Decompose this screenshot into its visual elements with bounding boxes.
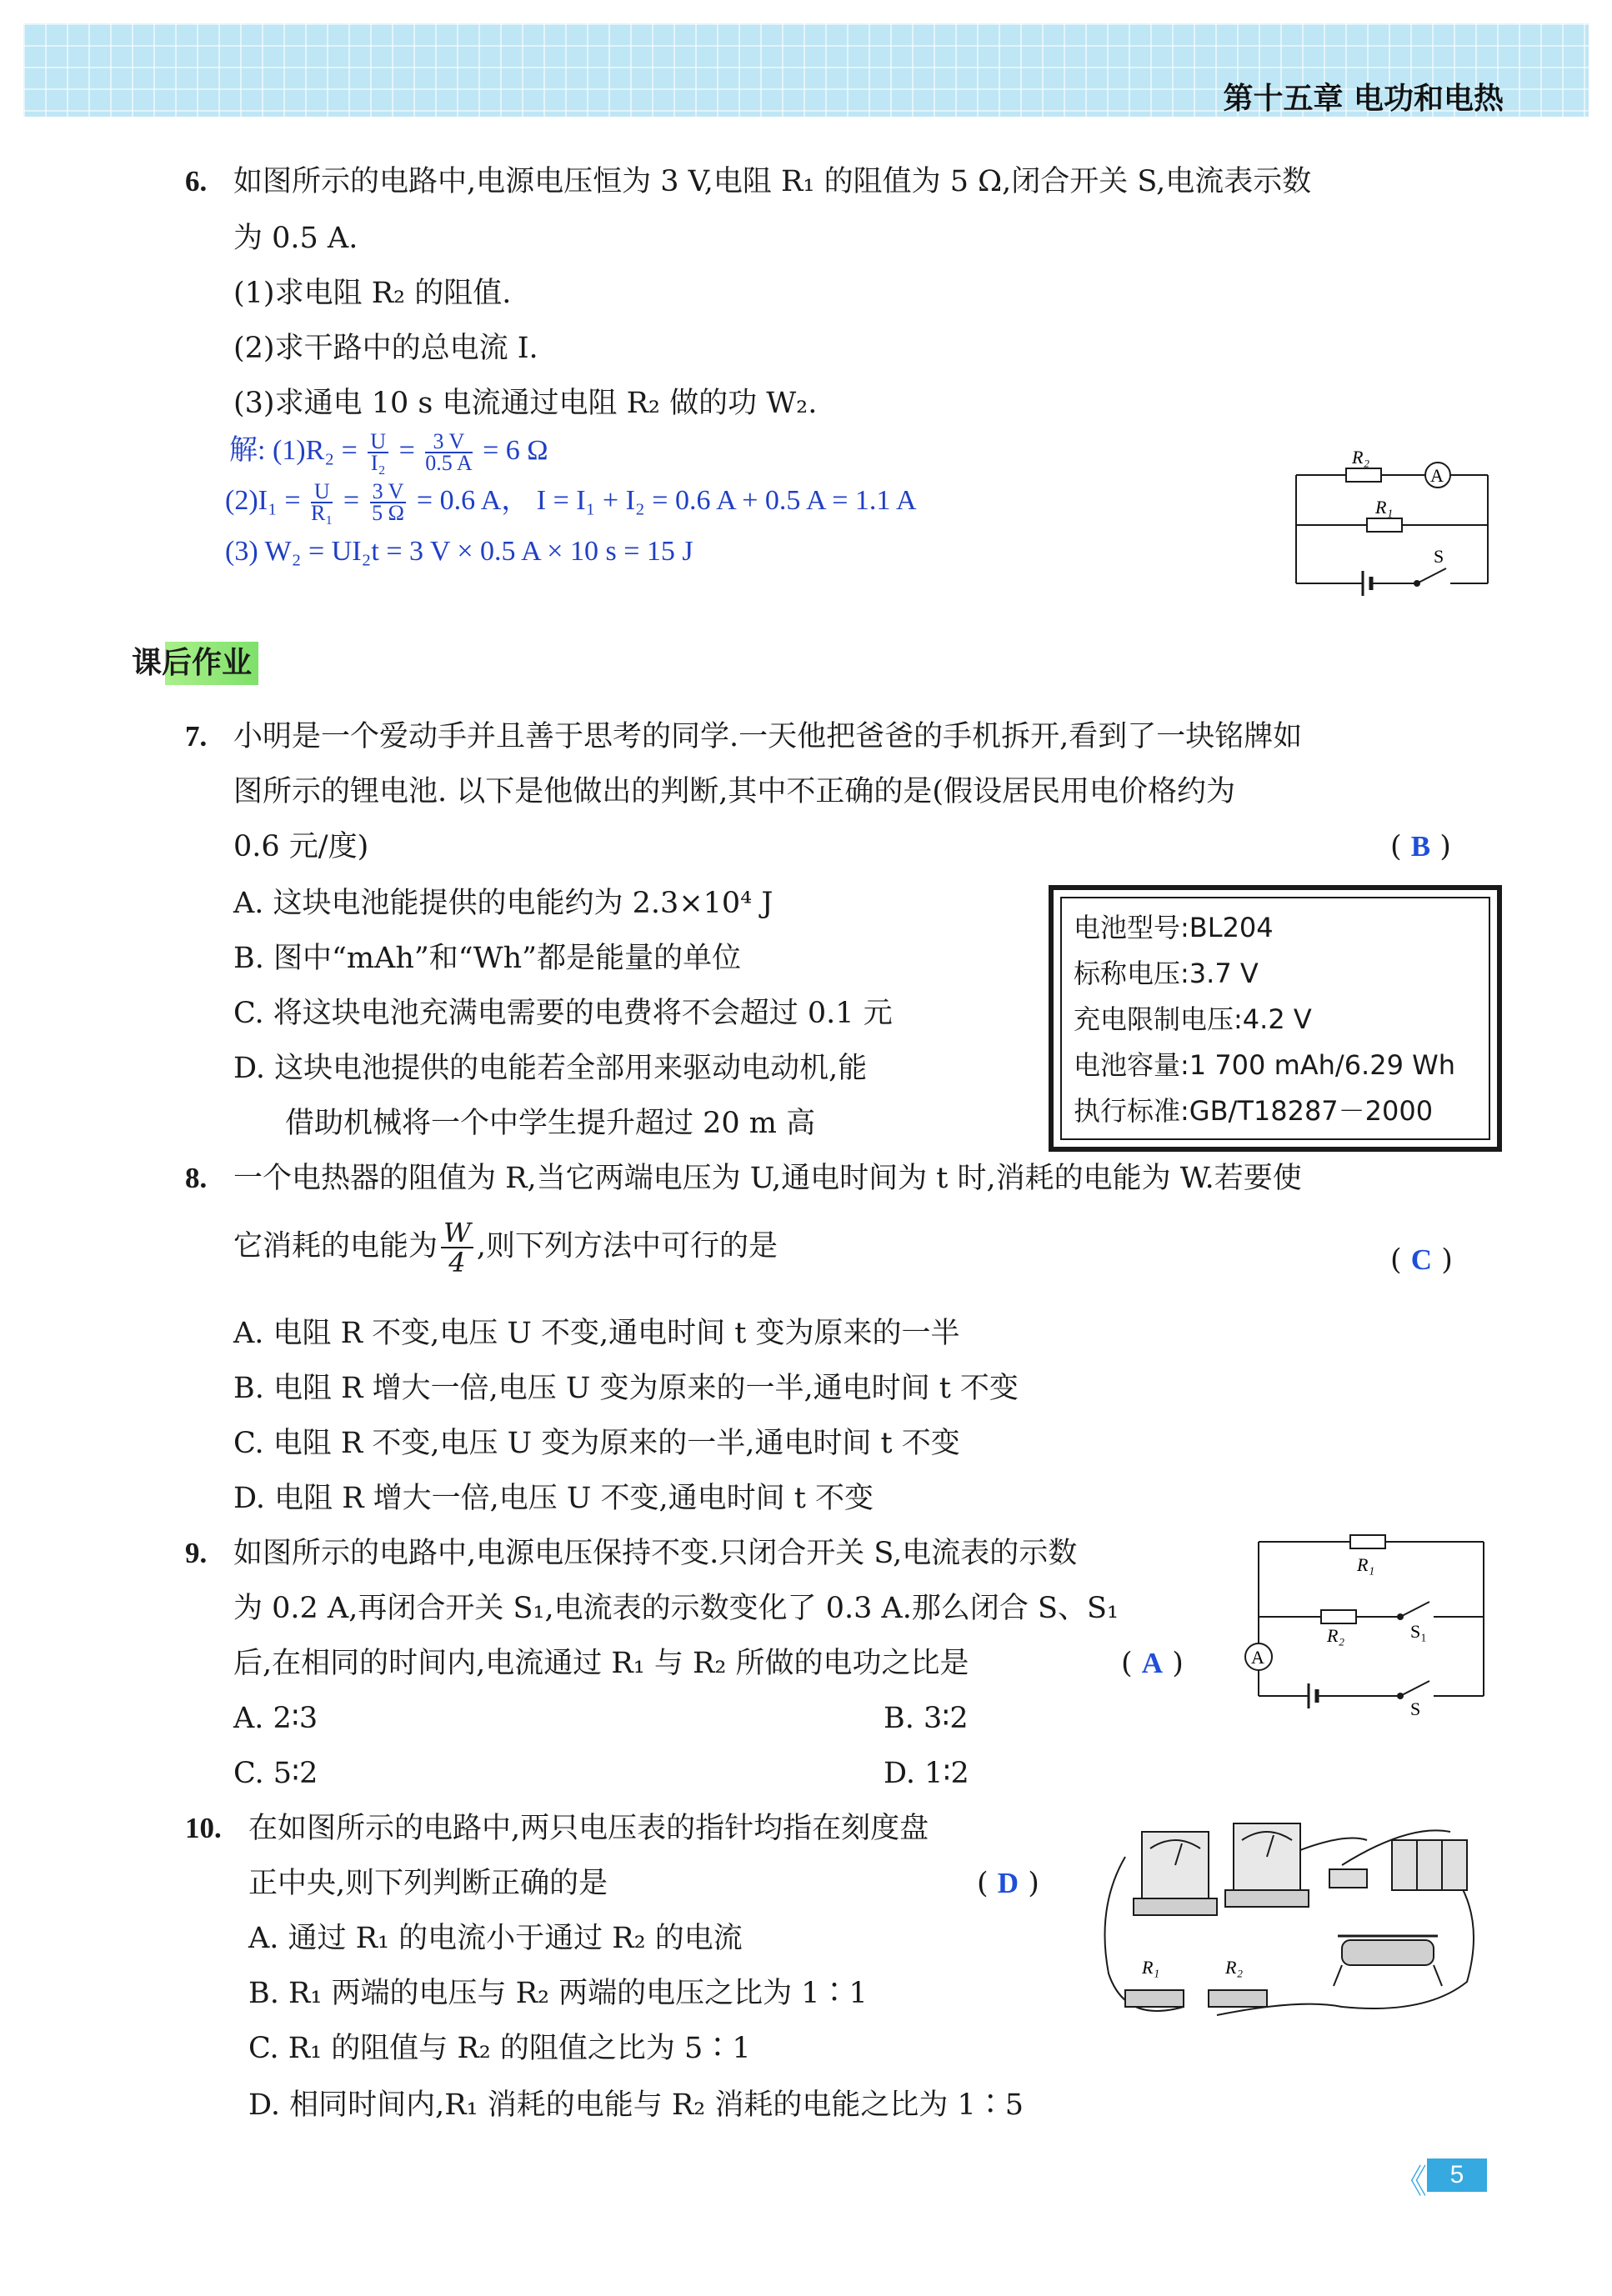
sol1-frac1-num: U	[368, 432, 388, 453]
q8-answer-bracket: ( C )	[1390, 1243, 1453, 1277]
sol2-frac2-den: 5 Ω	[372, 501, 404, 525]
q7-number: 7.	[185, 720, 208, 753]
q6-sub1: (1)求电阻 R₂ 的阻值.	[233, 277, 512, 310]
q10-circuit-figure	[1092, 1807, 1484, 2032]
homework-section-label: 课后作业	[125, 642, 258, 685]
q9-circuit-r2-label: R₂	[1327, 1625, 1345, 1646]
q6-solution-3: (3) W₂ = UI₂t = 3 V × 0.5 A × 10 s = 15 J	[225, 536, 693, 567]
sol1-frac2-num: 3 V	[425, 432, 472, 453]
q10-option-c: C. R₁ 的阻值与 R₂ 的阻值之比为 5∶1	[248, 2032, 751, 2065]
q9-option-a: A. 2∶3	[233, 1702, 318, 1735]
sol2-prefix: (2)I₁ =	[225, 484, 301, 516]
q9-option-b: B. 3∶2	[884, 1702, 969, 1735]
battery-capacity: 电池容量:1 700 mAh/6.29 Wh	[1074, 1049, 1456, 1081]
q8-answer: C	[1410, 1243, 1433, 1276]
q10-option-a: A. 通过 R₁ 的电流小于通过 R₂ 的电流	[248, 1922, 743, 1955]
q6-circuit-r2-label: R₂	[1352, 447, 1370, 468]
q7-line1: 小明是一个爱动手并且善于思考的同学.一天他把爸爸的手机拆开,看到了一块铭牌如	[233, 720, 1303, 753]
q10-line2: 正中央,则下列判断正确的是	[248, 1867, 608, 1900]
q6-solution-2	[225, 479, 917, 525]
battery-standard: 执行标准:GB/T18287－2000	[1074, 1095, 1434, 1127]
resistor-r2-icon	[1209, 1990, 1267, 2007]
q9-option-c: C. 5∶2	[233, 1757, 318, 1790]
q9-line1: 如图所示的电路中,电源电压保持不变.只闭合开关 S,电流表的示数	[233, 1537, 1078, 1570]
q8-line2-suffix: ,则下列方法中可行的是	[476, 1229, 778, 1263]
battery-pack-icon	[1392, 1840, 1467, 1890]
q9-line2: 为 0.2 A,再闭合开关 S₁,电流表的示数变化了 0.3 A.那么闭合 S、S₁	[233, 1592, 1119, 1625]
chapter-title: 第十五章 电功和电热	[1223, 82, 1504, 116]
q8-frac-num: W	[441, 1218, 473, 1248]
q7-option-d-line2: 借助机械将一个中学生提升超过 20 m 高	[285, 1107, 816, 1140]
q9-circuit-diagram	[1234, 1525, 1500, 1717]
q6-line2: 为 0.5 A.	[233, 222, 358, 255]
q9-circuit-ammeter-label: A	[1251, 1647, 1264, 1668]
q10-line1: 在如图所示的电路中,两只电压表的指针均指在刻度盘	[248, 1812, 929, 1845]
q10-figure-r2-label: R₂	[1225, 1957, 1244, 1978]
q10-answer-bracket: ( D )	[977, 1867, 1039, 1900]
sol1-prefix: 解: (1)R₂ =	[229, 434, 358, 466]
sol1-result: = 6 Ω	[483, 434, 548, 466]
q9-circuit-r1-label: R₁	[1357, 1554, 1375, 1575]
q8-line2	[233, 1218, 778, 1277]
q8-option-d: D. 电阻 R 增大一倍,电压 U 不变,通电时间 t 不变	[233, 1482, 874, 1515]
q7-answer: B	[1410, 830, 1431, 863]
sol2-eq: =	[343, 484, 360, 516]
sol2-frac2-num: 3 V	[370, 482, 407, 503]
q8-option-b: B. 电阻 R 增大一倍,电压 U 变为原来的一半,通电时间 t 不变	[233, 1372, 1019, 1405]
q7-line3: 0.6 元/度)	[233, 830, 369, 863]
voltmeter-1-icon	[1134, 1832, 1217, 1915]
q6-circuit-switch-label: S	[1434, 546, 1444, 567]
q7-option-a: A. 这块电池能提供的电能约为 2.3×10⁴ J	[233, 887, 773, 920]
q6-solution-1	[229, 429, 548, 475]
q10-figure-r1-label: R₁	[1142, 1957, 1160, 1978]
switch-icon	[1329, 1869, 1367, 1888]
sol1-frac2-den: 0.5 A	[425, 451, 473, 475]
sol1-eq: =	[398, 434, 415, 466]
q9-circuit-s-label: S	[1410, 1698, 1421, 1717]
q6-sub2: (2)求干路中的总电流 I.	[233, 332, 538, 365]
q6-circuit-ammeter-label: A	[1430, 465, 1444, 486]
q6-sub3: (3)求通电 10 s 电流通过电阻 R₂ 做的功 W₂.	[233, 387, 818, 420]
q9-answer: A	[1141, 1647, 1164, 1679]
q9-circuit-s1-label: S₁	[1410, 1621, 1427, 1642]
q9-number: 9.	[185, 1537, 208, 1569]
sol2-result: = 0.6 A， I = I₁ + I₂ = 0.6 A + 0.5 A = 1.1 A	[416, 484, 917, 516]
q7-line2: 图所示的锂电池. 以下是他做出的判断,其中不正确的是(假设居民用电价格约为	[233, 775, 1236, 808]
battery-model: 电池型号:BL204	[1074, 912, 1274, 943]
resistor-r1-icon	[1125, 1990, 1184, 2007]
rheostat-icon	[1334, 1936, 1442, 1986]
q10-option-d: D. 相同时间内,R₁ 消耗的电能与 R₂ 消耗的电能之比为 1∶5	[248, 2088, 1024, 2122]
q6-circuit-r1-label: R₁	[1375, 497, 1394, 518]
battery-nameplate	[1049, 885, 1502, 1152]
q8-option-a: A. 电阻 R 不变,电压 U 不变,通电时间 t 变为原来的一半	[233, 1317, 960, 1350]
page-chevron-icon: 《	[1394, 2163, 1427, 2201]
q8-option-c: C. 电阻 R 不变,电压 U 变为原来的一半,通电时间 t 不变	[233, 1427, 960, 1460]
q7-option-b: B. 图中“mAh”和“Wh”都是能量的单位	[233, 942, 742, 975]
q6-circuit-diagram	[1284, 442, 1500, 600]
q10-number: 10.	[185, 1812, 222, 1844]
sol2-frac1-den: R₁	[311, 501, 333, 525]
q8-line2-prefix: 它消耗的电能为	[233, 1229, 438, 1263]
sol1-frac1-den: I₂	[370, 451, 386, 475]
q9-option-d: D. 1∶2	[884, 1757, 969, 1790]
q6-line1: 如图所示的电路中,电源电压恒为 3 V,电阻 R₁ 的阻值为 5 Ω,闭合开关 S,电流表示数	[233, 165, 1312, 198]
sol2-frac1-num: U	[311, 482, 333, 503]
page-number: 5	[1427, 2158, 1487, 2192]
q8-line1: 一个电热器的阻值为 R,当它两端电压为 U,通电时间为 t 时,消耗的电能为 W.若要使	[233, 1162, 1302, 1195]
q10-answer: D	[997, 1867, 1019, 1899]
q9-line3: 后,在相同的时间内,电流通过 R₁ 与 R₂ 所做的电功之比是	[233, 1647, 969, 1680]
q8-frac-den: 4	[448, 1247, 466, 1278]
battery-charge-limit: 充电限制电压:4.2 V	[1074, 1003, 1312, 1035]
q10-option-b: B. R₁ 两端的电压与 R₂ 两端的电压之比为 1∶1	[248, 1977, 868, 2010]
q9-answer-bracket: ( A )	[1121, 1647, 1184, 1680]
q7-option-d-line1: D. 这块电池提供的电能若全部用来驱动电动机,能	[233, 1052, 868, 1085]
q6-number: 6.	[185, 165, 208, 198]
q7-option-c: C. 将这块电池充满电需要的电费将不会超过 0.1 元	[233, 997, 893, 1030]
q7-answer-bracket: ( B )	[1390, 830, 1451, 863]
battery-voltage: 标称电压:3.7 V	[1074, 958, 1259, 989]
q8-number: 8.	[185, 1162, 208, 1194]
voltmeter-2-icon	[1225, 1823, 1309, 1907]
